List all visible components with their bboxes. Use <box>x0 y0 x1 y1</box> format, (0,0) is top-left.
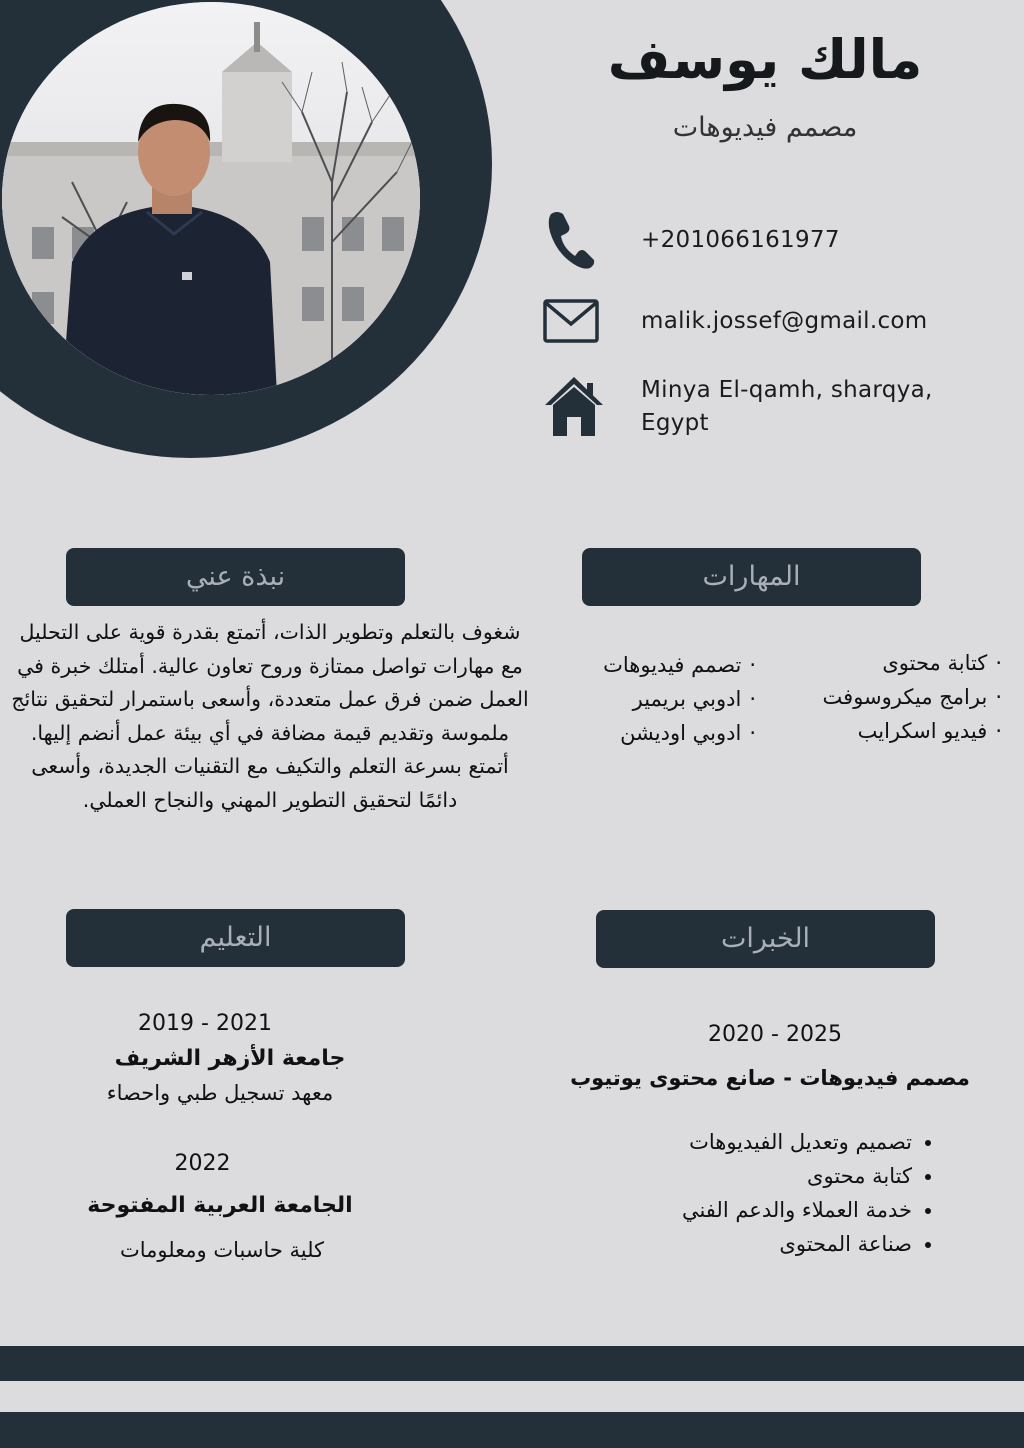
address-line-1: Minya El-qamh, sharqya, <box>641 377 933 403</box>
footer-band-top <box>0 1346 1024 1381</box>
address-line-2: Egypt <box>641 410 709 436</box>
education-years-2: 2022 <box>174 1151 231 1176</box>
profile-photo-illustration <box>2 2 420 395</box>
skills-list-left <box>603 648 756 750</box>
phone-number: +201066161977 <box>641 227 840 253</box>
skill-item: · برامج ميكروسوفت <box>823 680 1002 714</box>
email-address: malik.jossef@gmail.com <box>641 308 928 334</box>
experience-years: 2020 - 2025 <box>708 1022 842 1047</box>
home-icon <box>543 375 605 437</box>
skill-item: · ادوبي اوديشن <box>603 716 756 750</box>
skill-item: · كتابة محتوى <box>823 646 1002 680</box>
experience-tasks <box>682 1125 934 1261</box>
phone-icon <box>545 208 597 270</box>
about-heading: نبذة عني <box>66 548 405 606</box>
education-institution-1: جامعة الأزهر الشريف <box>114 1046 346 1071</box>
skills-list-right <box>823 646 1002 748</box>
experience-task-item: • تصميم وتعديل الفيديوهات <box>682 1125 912 1159</box>
mail-icon <box>543 298 599 344</box>
experience-heading: الخبرات <box>596 910 935 968</box>
experience-task-item: • خدمة العملاء والدعم الفني <box>682 1193 912 1227</box>
profile-photo <box>2 2 420 395</box>
education-program-1: معهد تسجيل طبي واحصاء <box>106 1081 334 1105</box>
education-years-1: 2019 - 2021 <box>138 1011 272 1036</box>
education-heading: التعليم <box>66 909 405 967</box>
experience-task-item: • كتابة محتوى <box>682 1159 912 1193</box>
experience-position: مصمم فيديوهات - صانع محتوى يوتيوب <box>570 1066 970 1090</box>
full-name: مالك يوسف <box>607 28 923 91</box>
about-text: شغوف بالتعلم وتطوير الذات، أتمتع بقدرة قوية على التحليل مع مهارات تواصل ممتازة وروح تعاون عالية. أمتلك خبرة في العمل ضمن فرق عمل متعددة، وأسعى باستمرار لتحقيق نتائج ملموسة وتقديم قيمة مضافة في أي بيئة عمل أنضم إليها. أتمتع بسرعة التعلم والتكيف مع التقنيات الجديدة، وأسعى دائمًا لتحقيق التطوير المهني والنجاح العملي. <box>11 620 529 812</box>
experience-task-item: • صناعة المحتوى <box>682 1227 912 1261</box>
job-title: مصمم فيديوهات <box>672 112 858 143</box>
skill-item: · فيديو اسكرايب <box>823 714 1002 748</box>
skill-item: · تصمم فيديوهات <box>603 648 756 682</box>
footer-band-bottom <box>0 1412 1024 1448</box>
skills-heading: المهارات <box>582 548 921 606</box>
skill-item: · ادوبي بريمير <box>603 682 756 716</box>
education-program-2: كلية حاسبات ومعلومات <box>119 1238 325 1262</box>
education-institution-2: الجامعة العربية المفتوحة <box>87 1193 353 1218</box>
